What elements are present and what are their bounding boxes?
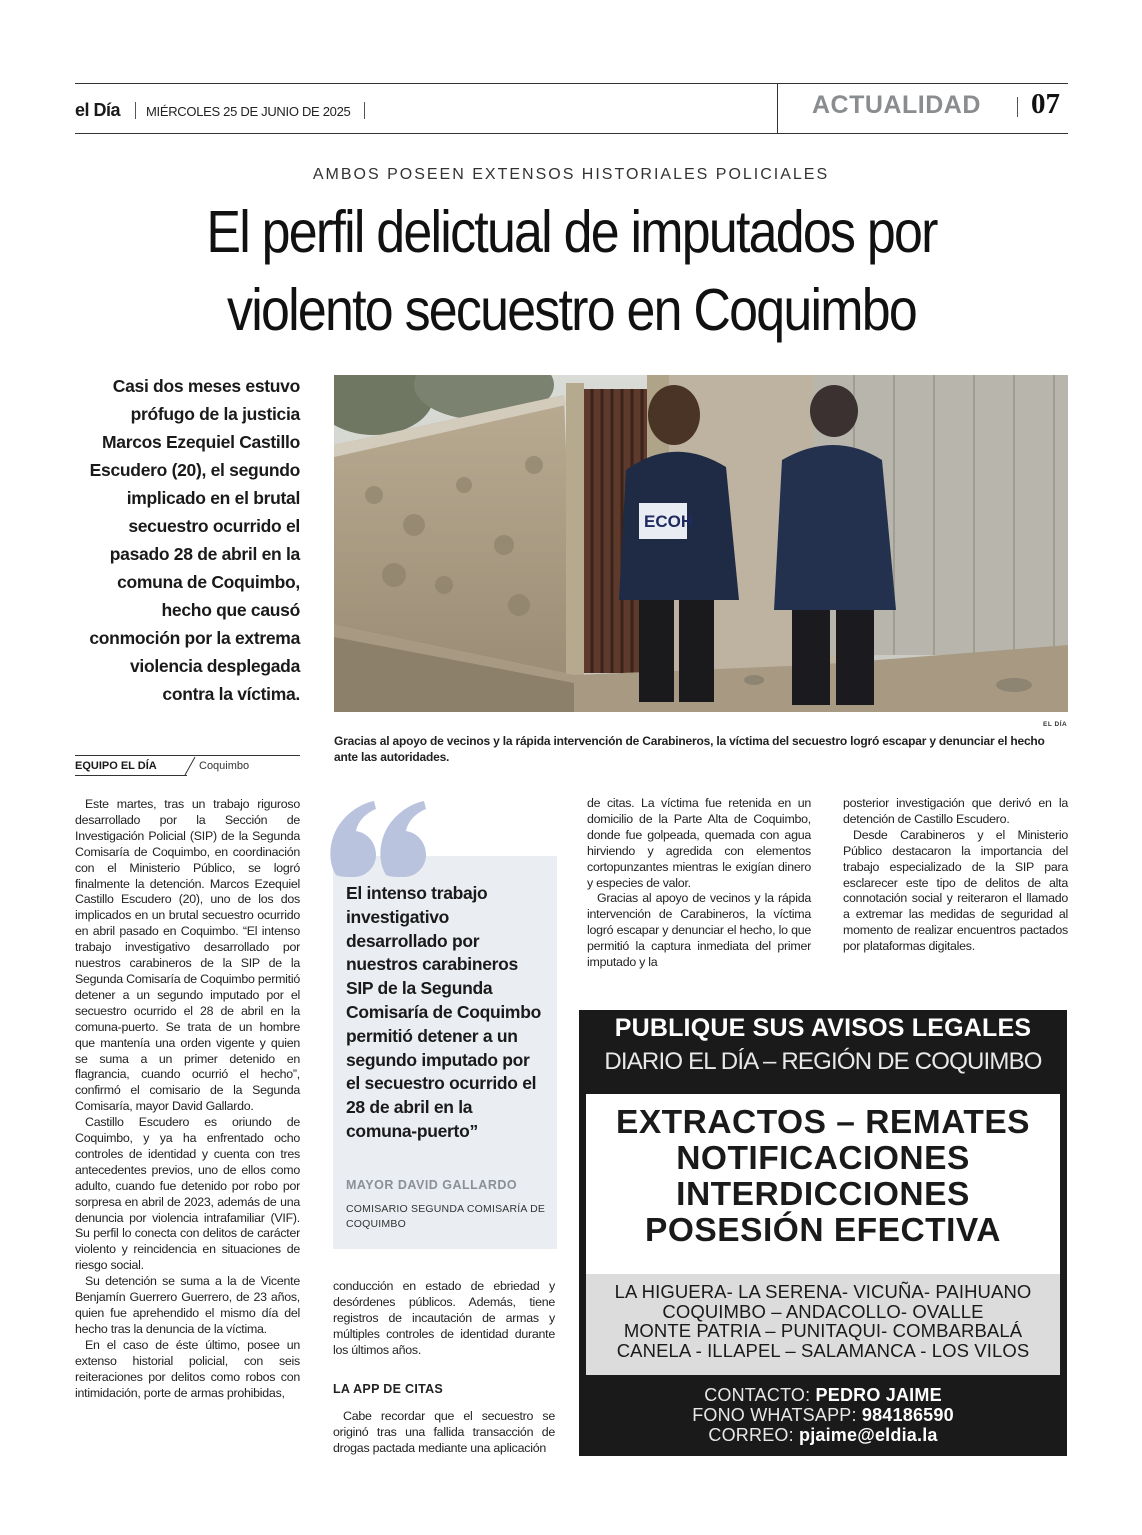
body-column-3 xyxy=(587,796,811,971)
ad-category: INTERDICCIONES xyxy=(676,1176,970,1213)
quote-mark-icon xyxy=(328,797,438,877)
page-number: 07 xyxy=(1031,88,1060,120)
ad-contact-name: PEDRO JAIME xyxy=(815,1385,942,1405)
ad-contact-label: CONTACTO: xyxy=(704,1385,811,1405)
byline-underline xyxy=(75,775,187,776)
header-separator xyxy=(135,102,136,119)
ad-places xyxy=(586,1282,1060,1360)
pull-quote-text: El intenso trabajo investigativo desarrollado por nuestros carabineros SIP de la Segunda Comisaría de Coquimbo permitió detener a un segundo imputado por el secuestro ocurrido el 28 de abril en la comuna-puerto” xyxy=(346,883,541,1141)
pull-quote-role: COMISARIO SEGUNDA COMISARÍA DE COQUIMBO xyxy=(346,1203,546,1230)
byline-author: EQUIPO EL DÍA xyxy=(75,760,157,772)
photo-credit: EL DÍA xyxy=(1043,721,1068,728)
ad-place-line: COQUIMBO – ANDACOLLO- OVALLE xyxy=(662,1300,984,1322)
header-separator xyxy=(364,102,365,119)
ad-contact-line xyxy=(579,1385,1067,1405)
body-column-2-continued xyxy=(333,1409,555,1457)
ad-places-panel xyxy=(586,1274,1060,1375)
ad-category: NOTIFICACIONES xyxy=(676,1140,970,1177)
legal-notices-ad xyxy=(579,1010,1067,1456)
body-column-2 xyxy=(333,1279,555,1359)
ad-phone-number: 984186590 xyxy=(861,1405,954,1425)
masthead-brand: el Día xyxy=(75,100,121,120)
header-bottom-rule xyxy=(75,133,1068,134)
pull-quote-author: MAYOR DAVID GALLARDO xyxy=(346,1178,518,1192)
header-divider xyxy=(777,83,778,134)
issue-date: MIÉRCOLES 25 DE JUNIO DE 2025 xyxy=(146,104,351,119)
ad-place-line: MONTE PATRIA – PUNITAQUI- COMBARBALÁ xyxy=(623,1320,1023,1342)
ad-phone-line xyxy=(579,1405,1067,1425)
ad-email-line xyxy=(579,1425,1067,1445)
article-photo xyxy=(334,375,1068,712)
vest-logo-text: ECOH xyxy=(644,512,694,531)
section-name: ACTUALIDAD xyxy=(812,91,981,119)
ad-categories xyxy=(586,1105,1060,1249)
ad-phone-label: FONO WHATSAPP: xyxy=(692,1405,857,1425)
ad-contact-block xyxy=(579,1385,1067,1445)
byline-location: Coquimbo xyxy=(199,760,250,772)
ad-place-line: CANELA - ILLAPEL – SALAMANCA - LOS VILOS xyxy=(616,1339,1030,1361)
article-kicker: AMBOS POSEEN EXTENSOS HISTORIALES POLICIALES xyxy=(312,166,830,183)
body-paragraph: Castillo Escudero es oriundo de Coquimbo, y ya ha enfrentado ocho controles de identidad y cuenta con tres antecedentes previos, uno de ellos como adulto, cuando fue detenido por robo por sorpresa en abril de 2023, además de una denuncia por violencia intrafamiliar (VIF). Su perfil lo conecta con delitos de carácter violento y reincidencia en situaciones de riesgo social. xyxy=(75,1115,300,1273)
photo-illustration xyxy=(334,375,1068,712)
section-subhead: LA APP DE CITAS xyxy=(333,1382,444,1396)
body-paragraph: Gracias al apoyo de vecinos y la rápida intervención de Carabineros, la víctima logró escapar y denunciar el hecho, lo que permitió la captura inmediata del primer imputado y la xyxy=(587,891,811,970)
body-paragraph: Su detención se suma a la de Vicente Benjamín Guerrero Guerrero, de 23 años, quien fue aprehendido el mismo día del hecho tras la denuncia de la víctima. xyxy=(75,1274,300,1336)
headline-line: El perfil delictual de imputados por xyxy=(206,199,937,265)
ad-title: PUBLIQUE SUS AVISOS LEGALES xyxy=(614,1014,1032,1042)
body-paragraph: posterior investigación que derivó en la detención de Castillo Escudero. xyxy=(843,796,1068,826)
article-lead: Casi dos meses estuvo prófugo de la justicia Marcos Ezequiel Castillo Escudero (20), el segundo implicado en el brutal secuestro ocurrido el pasado 28 de abril en la comuna de Coquimbo, hecho que causó conmoción por la extrema violencia desplegada contra la víctima. xyxy=(89,376,300,704)
body-paragraph: Este martes, tras un trabajo riguroso desarrollado por la Sección de Investigación Policial (SIP) de la Segunda Comisaría de Coquimbo, en coordinación con el Ministerio Público, se logró finalmente la detención. Marcos Ezequiel Castillo Escudero (20), uno de los dos implicados en un brutal secuestro ocurrido en abril pasado en Coquimbo. “El intenso trabajo investigativo desarrollado por nuestros carabineros de la SIP de la Segunda Comisaría de Coquimbo permitió detener a un segundo imputado por el secuestro ocurrido el 28 de abril en la comuna-puerto. Se trata de un hombre que mantenía una orden vigente y quien se suma a un primer detenido en flagrancia, cuando ocurrió el hecho”, confirmó el comisario de la Segunda Comisaría, mayor David Gallardo. xyxy=(75,797,300,1114)
ad-email-label: CORREO: xyxy=(708,1425,794,1445)
body-paragraph: En el caso de éste último, posee un extenso historial policial, con seis reiteraciones por delitos como robos con intimidación, porte de armas prohibidas, xyxy=(75,1337,300,1400)
body-column-1 xyxy=(75,797,300,1401)
header-top-rule xyxy=(75,83,1068,84)
ad-categories-panel xyxy=(586,1094,1060,1274)
byline-slash-divider xyxy=(183,756,197,776)
ad-category: EXTRACTOS – REMATES xyxy=(615,1104,1031,1141)
article-headline xyxy=(135,193,1009,349)
ad-category: POSESIÓN EFECTIVA xyxy=(645,1212,1001,1249)
ad-place-line: LA HIGUERA- LA SERENA- VICUÑA- PAIHUANO xyxy=(614,1281,1032,1302)
body-paragraph: conducción en estado de ebriedad y desórdenes públicos. Además, tiene registros de incautación de armas y múltiples controles de identidad durante los últimos años. xyxy=(333,1279,555,1357)
photo-caption: Gracias al apoyo de vecinos y la rápida intervención de Carabineros, la víctima del secuestro logró escapar y denunciar el hecho ante las autoridades. xyxy=(334,734,1045,764)
header-separator xyxy=(1017,97,1018,117)
body-paragraph: de citas. La víctima fue retenida en un domicilio de la Parte Alta de Coquimbo, donde fue golpeada, quemada con agua hirviendo y agredida con elementos cortopunzantes mientras le exigían dinero y especies de valor. xyxy=(587,796,811,890)
body-paragraph: Cabe recordar que el secuestro se originó tras una fallida transacción de drogas pactada mediante una aplicación xyxy=(333,1409,555,1455)
ad-email[interactable]: pjaime@eldia.la xyxy=(799,1425,938,1445)
body-column-4 xyxy=(843,796,1068,955)
body-paragraph: Desde Carabineros y el Ministerio Público destacaron la importancia del trabajo especializado de la SIP para esclarecer este tipo de delitos de alta connotación social y reiteraron el llamado a extremar las medidas de seguridad al momento de realizar encuentros pactados por plataformas digitales. xyxy=(843,827,1068,954)
headline-line: violento secuestro en Coquimbo xyxy=(227,277,916,343)
ad-subtitle: DIARIO EL DÍA – REGIÓN DE COQUIMBO xyxy=(604,1048,1042,1075)
